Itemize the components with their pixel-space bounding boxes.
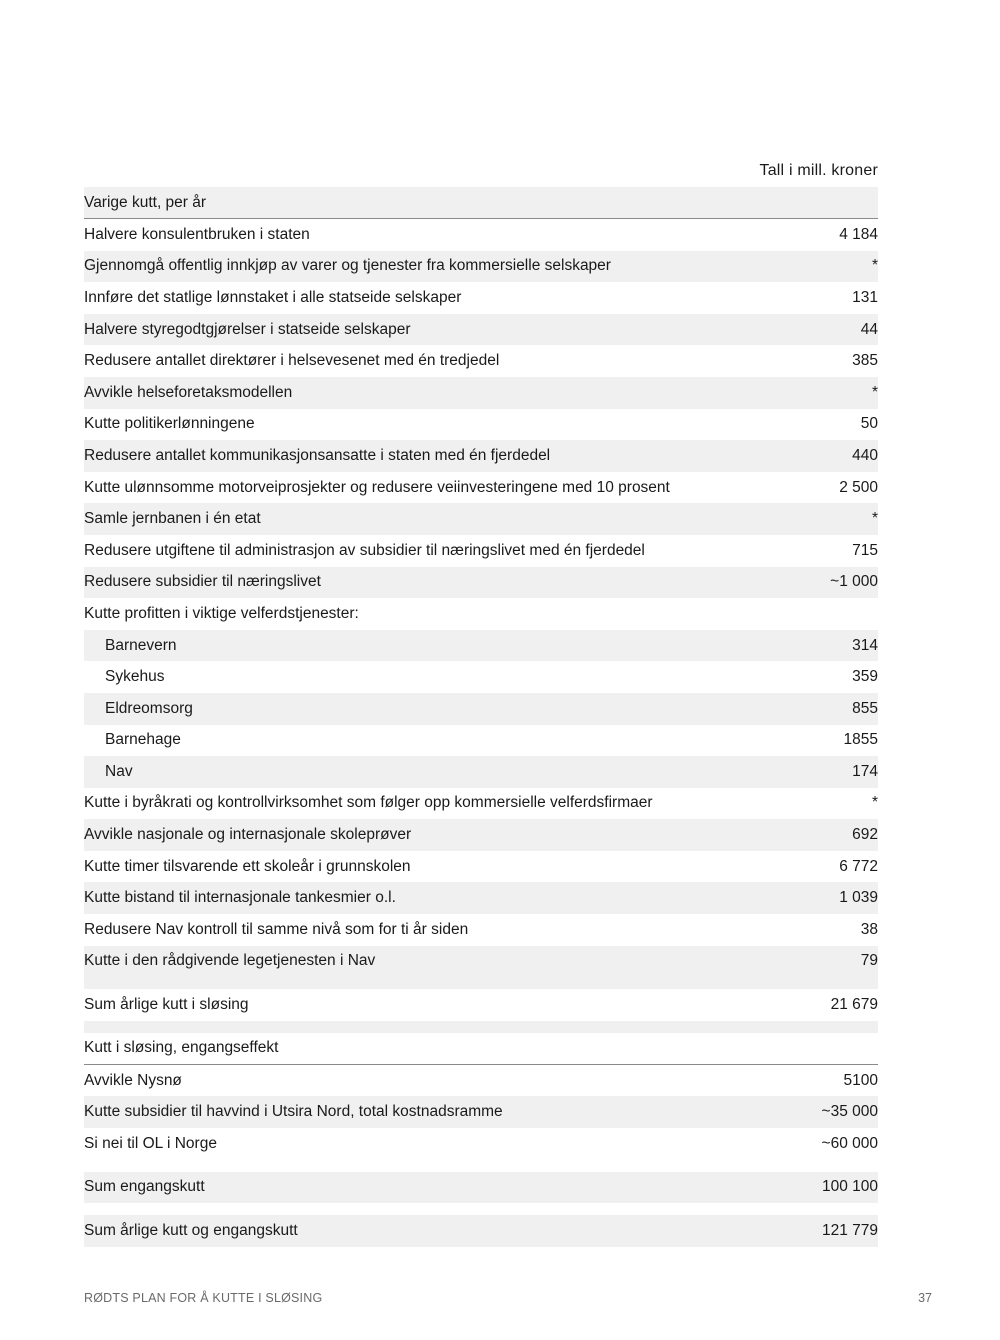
table-row bbox=[84, 661, 878, 693]
page-number: 37 bbox=[918, 1291, 932, 1305]
table-row bbox=[84, 882, 878, 914]
table-row bbox=[84, 567, 878, 599]
table-row bbox=[84, 282, 878, 314]
row-value: 692 bbox=[852, 826, 878, 844]
row-label: Innføre det statlige lønnstaket i alle statseide selskaper bbox=[84, 288, 462, 306]
row-label: Si nei til OL i Norge bbox=[84, 1134, 217, 1152]
row-value: 44 bbox=[860, 320, 878, 338]
table-row bbox=[84, 851, 878, 883]
row-label: Redusere subsidier til næringslivet bbox=[84, 573, 321, 591]
row-value: 715 bbox=[852, 541, 878, 559]
row-label: Barnevern bbox=[105, 636, 177, 654]
table-row bbox=[84, 788, 878, 820]
sum-annual-row bbox=[84, 989, 878, 1021]
row-label: Redusere Nav kontroll til samme nivå som for ti år siden bbox=[84, 920, 469, 938]
row-value: 174 bbox=[852, 762, 878, 780]
row-label: Kutte timer tilsvarende ett skoleår i grunnskolen bbox=[84, 857, 411, 875]
section-header-one-time: Kutt i sløsing, engangseffekt bbox=[84, 1033, 878, 1065]
table-row bbox=[84, 1065, 878, 1097]
row-value: 38 bbox=[860, 920, 878, 938]
row-value: ~35 000 bbox=[821, 1103, 878, 1121]
unit-label: Tall i mill. kroner bbox=[759, 162, 878, 179]
row-value: 79 bbox=[860, 952, 878, 970]
table-row bbox=[84, 756, 878, 788]
table-row bbox=[84, 819, 878, 851]
table-row bbox=[84, 219, 878, 251]
row-label: Redusere antallet direktører i helsevesenet med én tredjedel bbox=[84, 352, 500, 370]
row-value: 4 184 bbox=[839, 225, 878, 243]
row-label: Sum engangskutt bbox=[84, 1178, 205, 1196]
sum-total-row bbox=[84, 1215, 878, 1247]
row-label: Redusere antallet kommunikasjonsansatte i staten med én fjerdedel bbox=[84, 446, 551, 464]
row-label: Sum årlige kutt og engangskutt bbox=[84, 1222, 298, 1240]
row-label: Kutte subsidier til havvind i Utsira Nord, total kostnadsramme bbox=[84, 1103, 503, 1121]
permanent-cuts-rows bbox=[84, 219, 878, 977]
sum-one-time-row bbox=[84, 1172, 878, 1204]
table-row bbox=[84, 535, 878, 567]
gap bbox=[84, 1160, 878, 1172]
row-label: Sykehus bbox=[105, 668, 165, 686]
row-value: 6 772 bbox=[839, 857, 878, 875]
table-row bbox=[84, 630, 878, 662]
spacer bbox=[84, 1021, 878, 1033]
table-row bbox=[84, 503, 878, 535]
row-value: 5100 bbox=[843, 1071, 878, 1089]
table-row bbox=[84, 314, 878, 346]
row-value: 100 100 bbox=[821, 1178, 878, 1196]
table-row bbox=[84, 440, 878, 472]
row-label: Kutte i byråkrati og kontrollvirksomhet som følger opp kommersielle velferdsfirmaer bbox=[84, 794, 653, 812]
row-label: Kutte bistand til internasjonale tankesmier o.l. bbox=[84, 889, 396, 907]
row-value: 359 bbox=[852, 668, 878, 686]
row-label: Avvikle helseforetaksmodellen bbox=[84, 383, 293, 401]
row-label: Samle jernbanen i én etat bbox=[84, 510, 261, 528]
row-label: Kutte ulønnsomme motorveiprosjekter og redusere veiinvesteringene med 10 prosent bbox=[84, 478, 670, 496]
row-label: Avvikle nasjonale og internasjonale skoleprøver bbox=[84, 826, 412, 844]
one-time-cuts-rows bbox=[84, 1065, 878, 1160]
row-value: ~60 000 bbox=[821, 1134, 878, 1152]
row-label: Avvikle Nysnø bbox=[84, 1071, 182, 1089]
row-value: 121 779 bbox=[821, 1222, 878, 1240]
row-value: 1 039 bbox=[839, 889, 878, 907]
row-value: 21 679 bbox=[830, 996, 878, 1014]
row-label: Eldreomsorg bbox=[105, 699, 193, 717]
table-row bbox=[84, 946, 878, 978]
row-value: 1855 bbox=[843, 731, 878, 749]
row-value: * bbox=[871, 257, 878, 275]
row-value: ~1 000 bbox=[830, 573, 878, 591]
row-label: Nav bbox=[105, 762, 133, 780]
table-row bbox=[84, 251, 878, 283]
row-value: 2 500 bbox=[839, 478, 878, 496]
row-value: 131 bbox=[852, 288, 878, 306]
row-label: Kutte politikerlønningene bbox=[84, 415, 255, 433]
row-label: Gjennomgå offentlig innkjøp av varer og tjenester fra kommersielle selskaper bbox=[84, 257, 611, 275]
row-value: * bbox=[871, 794, 878, 812]
row-label: Barnehage bbox=[105, 731, 181, 749]
footer-title: RØDTS PLAN FOR Å KUTTE I SLØSING bbox=[84, 1291, 323, 1305]
row-value: * bbox=[871, 510, 878, 528]
table-row bbox=[84, 598, 878, 630]
table-row bbox=[84, 725, 878, 757]
table-row bbox=[84, 914, 878, 946]
cuts-table bbox=[84, 187, 878, 1247]
row-label: Halvere konsulentbruken i staten bbox=[84, 225, 310, 243]
spacer bbox=[84, 977, 878, 989]
section-header-permanent: Varige kutt, per år bbox=[84, 187, 878, 219]
row-label: Sum årlige kutt i sløsing bbox=[84, 996, 249, 1014]
row-label: Kutte profitten i viktige velferdstjenester: bbox=[84, 604, 359, 622]
row-value: 50 bbox=[860, 415, 878, 433]
row-value: 314 bbox=[852, 636, 878, 654]
table-row bbox=[84, 377, 878, 409]
row-value: 855 bbox=[852, 699, 878, 717]
table-row bbox=[84, 409, 878, 441]
table-row bbox=[84, 472, 878, 504]
row-value: 385 bbox=[852, 352, 878, 370]
table-row bbox=[84, 1096, 878, 1128]
table-row bbox=[84, 345, 878, 377]
row-label: Halvere styregodtgjørelser i statseide selskaper bbox=[84, 320, 411, 338]
gap bbox=[84, 1203, 878, 1215]
row-value: 440 bbox=[852, 446, 878, 464]
table-row bbox=[84, 693, 878, 725]
row-value: * bbox=[871, 383, 878, 401]
row-label: Kutte i den rådgivende legetjenesten i Nav bbox=[84, 952, 376, 970]
table-row bbox=[84, 1128, 878, 1160]
row-label: Redusere utgiftene til administrasjon av subsidier til næringslivet med én fjerdedel bbox=[84, 541, 645, 559]
